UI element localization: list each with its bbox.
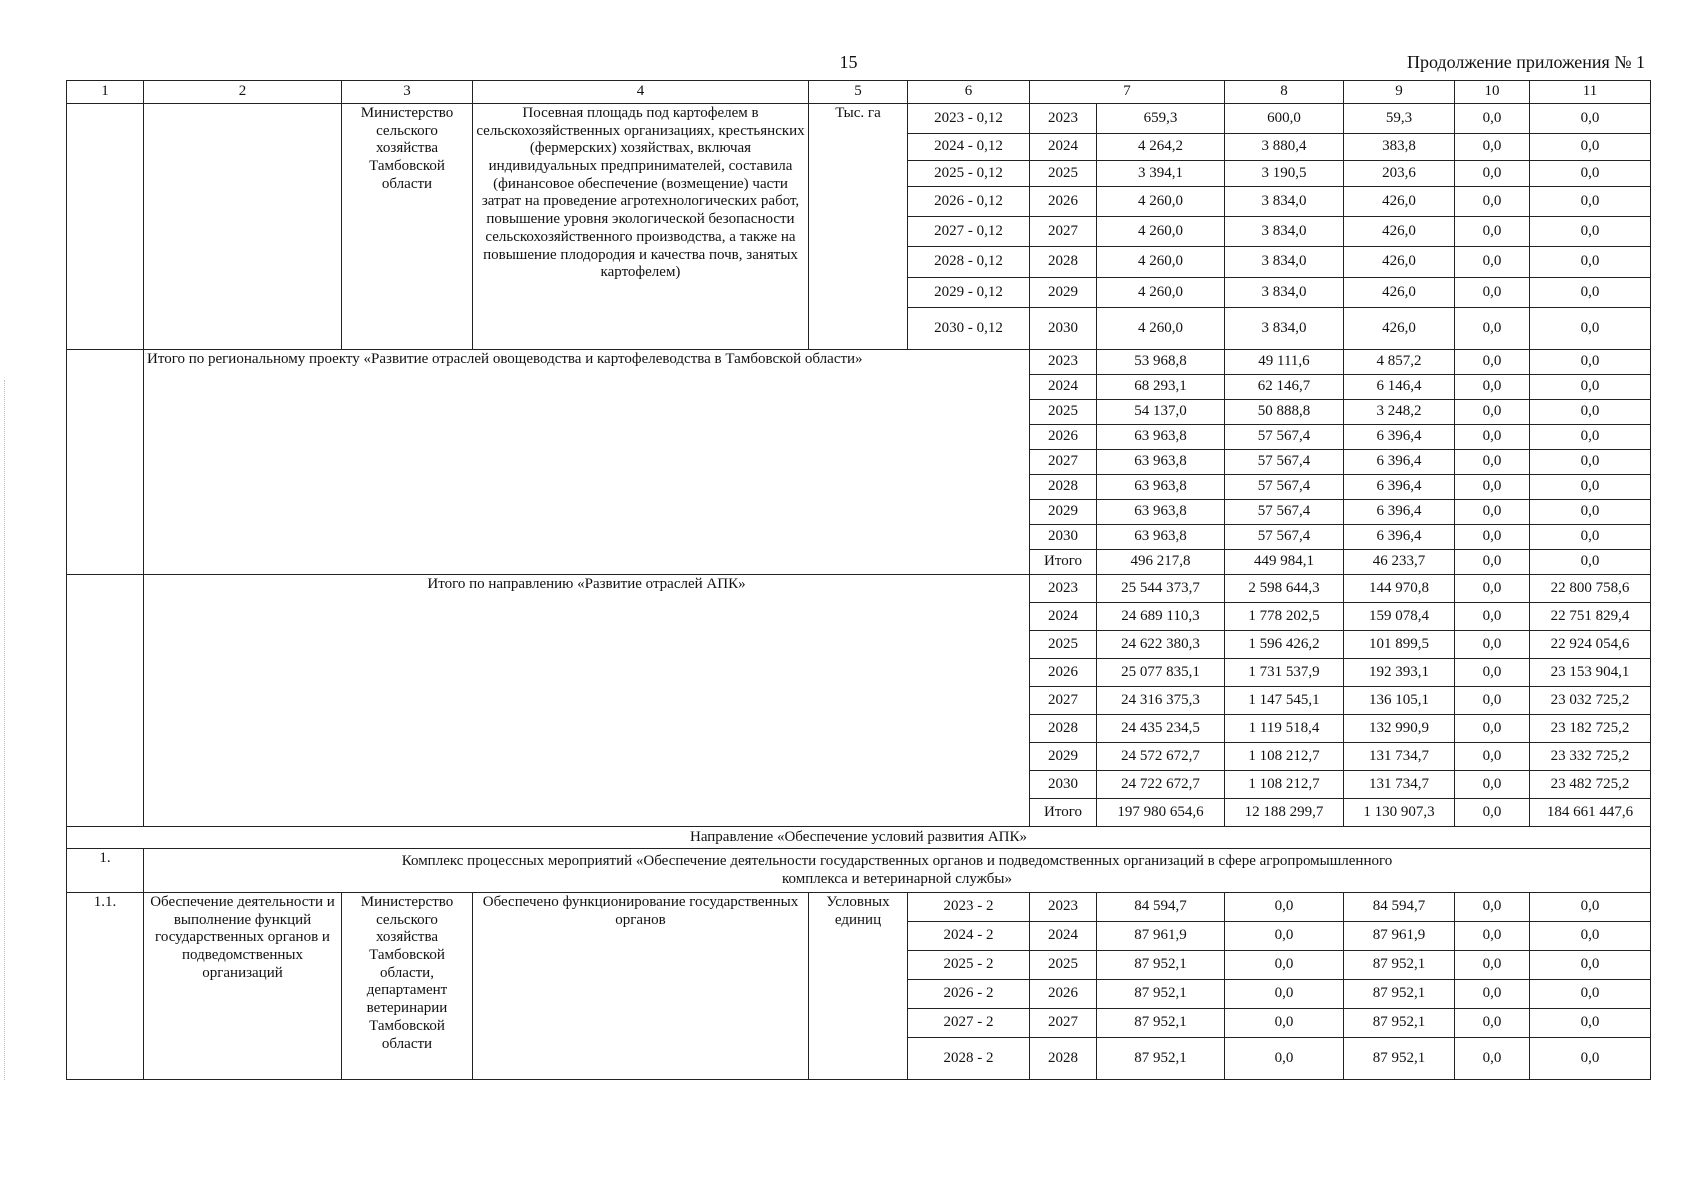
col9-cell: 59,3 <box>1344 104 1455 134</box>
col9-cell: 136 105,1 <box>1344 687 1455 715</box>
complex-heading: Комплекс процессных мероприятий «Обеспечение деятельности государственных органов и подведомственных организаций в сфере агропромышленного комплекса и ветеринарной службы» <box>144 849 1651 893</box>
total-cell: 63 963,8 <box>1097 525 1225 550</box>
total-cell: 63 963,8 <box>1097 425 1225 450</box>
col8-cell: 1 731 537,9 <box>1225 659 1344 687</box>
total-cell: 87 952,1 <box>1097 951 1225 980</box>
column-number: 10 <box>1455 81 1530 104</box>
col9-cell: 87 952,1 <box>1344 980 1455 1009</box>
col10-cell: 0,0 <box>1455 893 1530 922</box>
table-row <box>67 827 1651 849</box>
col11-cell: 0,0 <box>1530 951 1651 980</box>
col8-cell: 1 596 426,2 <box>1225 631 1344 659</box>
col8-cell: 57 567,4 <box>1225 450 1344 475</box>
column-number: 8 <box>1225 81 1344 104</box>
col10-cell: 0,0 <box>1455 350 1530 375</box>
table-row <box>67 849 1651 893</box>
column-number: 5 <box>809 81 908 104</box>
total-cell: 24 689 110,3 <box>1097 603 1225 631</box>
col11-cell: 0,0 <box>1530 104 1651 134</box>
col11-cell: 0,0 <box>1530 217 1651 247</box>
col10-cell: 0,0 <box>1455 799 1530 827</box>
year-cell: 2027 <box>1030 450 1097 475</box>
year-cell: 2024 <box>1030 375 1097 400</box>
year-cell: 2030 <box>1030 525 1097 550</box>
target-cell: 2023 - 2 <box>908 893 1030 922</box>
column-number: 2 <box>144 81 342 104</box>
col9-cell: 87 952,1 <box>1344 1009 1455 1038</box>
complex-number: 1. <box>67 849 144 893</box>
table-row <box>67 575 1651 603</box>
col10-cell: 0,0 <box>1455 951 1530 980</box>
col9-cell: 87 952,1 <box>1344 951 1455 980</box>
col11-cell: 0,0 <box>1530 400 1651 425</box>
col10-cell: 0,0 <box>1455 603 1530 631</box>
col8-cell: 0,0 <box>1225 893 1344 922</box>
total-cell: 24 622 380,3 <box>1097 631 1225 659</box>
col9-cell: 1 130 907,3 <box>1344 799 1455 827</box>
col11-cell: 0,0 <box>1530 278 1651 308</box>
year-cell: 2029 <box>1030 743 1097 771</box>
year-cell: 2029 <box>1030 500 1097 525</box>
col11-cell: 0,0 <box>1530 550 1651 575</box>
col8-cell: 3 880,4 <box>1225 134 1344 161</box>
page-number: 15 <box>839 52 858 72</box>
unit-cell: Тыс. га <box>809 104 908 350</box>
col11-cell: 0,0 <box>1530 134 1651 161</box>
direction-heading: Направление «Обеспечение условий развития АПК» <box>67 827 1651 849</box>
col8-cell: 3 190,5 <box>1225 161 1344 187</box>
col8-cell: 57 567,4 <box>1225 425 1344 450</box>
year-cell: 2028 <box>1030 247 1097 278</box>
col10-cell: 0,0 <box>1455 247 1530 278</box>
col11-cell: 0,0 <box>1530 187 1651 217</box>
col8-cell: 600,0 <box>1225 104 1344 134</box>
col8-cell: 49 111,6 <box>1225 350 1344 375</box>
col8-cell: 57 567,4 <box>1225 475 1344 500</box>
total-cell: 496 217,8 <box>1097 550 1225 575</box>
col11-cell: 22 751 829,4 <box>1530 603 1651 631</box>
col9-cell: 426,0 <box>1344 247 1455 278</box>
col9-cell: 203,6 <box>1344 161 1455 187</box>
scan-edge-dots <box>4 380 6 1080</box>
year-cell: Итого <box>1030 550 1097 575</box>
col9-cell: 383,8 <box>1344 134 1455 161</box>
year-cell: 2023 <box>1030 575 1097 603</box>
col8-cell: 2 598 644,3 <box>1225 575 1344 603</box>
col11-cell: 0,0 <box>1530 500 1651 525</box>
year-cell: 2030 <box>1030 771 1097 799</box>
col8-cell: 3 834,0 <box>1225 187 1344 217</box>
year-cell: 2024 <box>1030 134 1097 161</box>
target-cell: 2025 - 2 <box>908 951 1030 980</box>
col10-cell: 0,0 <box>1455 375 1530 400</box>
total-cell: 25 544 373,7 <box>1097 575 1225 603</box>
col11-cell: 0,0 <box>1530 375 1651 400</box>
target-cell: 2028 - 0,12 <box>908 247 1030 278</box>
col9-cell: 132 990,9 <box>1344 715 1455 743</box>
col11-cell: 0,0 <box>1530 450 1651 475</box>
col10-cell: 0,0 <box>1455 104 1530 134</box>
subtotal-label: Итого по региональному проекту «Развитие отраслей овощеводства и картофелеводства в Тамбовской области» <box>144 350 1030 575</box>
col11-cell: 0,0 <box>1530 525 1651 550</box>
year-cell: 2026 <box>1030 659 1097 687</box>
col10-cell: 0,0 <box>1455 525 1530 550</box>
col10-cell: 0,0 <box>1455 400 1530 425</box>
target-cell: 2024 - 2 <box>908 922 1030 951</box>
total-cell: 68 293,1 <box>1097 375 1225 400</box>
col11-cell: 0,0 <box>1530 1038 1651 1080</box>
total-cell: 87 952,1 <box>1097 1009 1225 1038</box>
table-row <box>67 893 1651 922</box>
year-cell: 2023 <box>1030 893 1097 922</box>
col8-cell: 1 108 212,7 <box>1225 743 1344 771</box>
col9-cell: 6 396,4 <box>1344 525 1455 550</box>
col10-cell: 0,0 <box>1455 659 1530 687</box>
col9-cell: 87 952,1 <box>1344 1038 1455 1080</box>
col9-cell: 426,0 <box>1344 278 1455 308</box>
col9-cell: 87 961,9 <box>1344 922 1455 951</box>
empty-cell <box>67 575 144 827</box>
year-cell: 2025 <box>1030 400 1097 425</box>
col11-cell: 0,0 <box>1530 980 1651 1009</box>
target-cell: 2030 - 0,12 <box>908 308 1030 350</box>
year-cell: 2025 <box>1030 631 1097 659</box>
year-cell: 2028 <box>1030 475 1097 500</box>
col9-cell: 6 396,4 <box>1344 475 1455 500</box>
col10-cell: 0,0 <box>1455 922 1530 951</box>
col9-cell: 84 594,7 <box>1344 893 1455 922</box>
col8-cell: 62 146,7 <box>1225 375 1344 400</box>
col9-cell: 6 146,4 <box>1344 375 1455 400</box>
total-cell: 63 963,8 <box>1097 500 1225 525</box>
col8-cell: 57 567,4 <box>1225 500 1344 525</box>
year-cell: 2023 <box>1030 350 1097 375</box>
col11-cell: 0,0 <box>1530 350 1651 375</box>
col8-cell: 1 147 545,1 <box>1225 687 1344 715</box>
year-cell: 2030 <box>1030 308 1097 350</box>
col9-cell: 131 734,7 <box>1344 771 1455 799</box>
col11-cell: 0,0 <box>1530 475 1651 500</box>
col9-cell: 6 396,4 <box>1344 425 1455 450</box>
col10-cell: 0,0 <box>1455 687 1530 715</box>
col8-cell: 50 888,8 <box>1225 400 1344 425</box>
col11-cell: 184 661 447,6 <box>1530 799 1651 827</box>
col9-cell: 46 233,7 <box>1344 550 1455 575</box>
col8-cell: 0,0 <box>1225 951 1344 980</box>
col11-cell: 23 482 725,2 <box>1530 771 1651 799</box>
total-cell: 4 260,0 <box>1097 217 1225 247</box>
col11-cell: 23 332 725,2 <box>1530 743 1651 771</box>
col11-cell: 0,0 <box>1530 1009 1651 1038</box>
total-cell: 4 260,0 <box>1097 187 1225 217</box>
col10-cell: 0,0 <box>1455 980 1530 1009</box>
col9-cell: 101 899,5 <box>1344 631 1455 659</box>
col10-cell: 0,0 <box>1455 743 1530 771</box>
col8-cell: 449 984,1 <box>1225 550 1344 575</box>
year-cell: 2029 <box>1030 278 1097 308</box>
year-cell: 2028 <box>1030 715 1097 743</box>
col8-cell: 1 119 518,4 <box>1225 715 1344 743</box>
col11-cell: 0,0 <box>1530 922 1651 951</box>
col8-cell: 0,0 <box>1225 922 1344 951</box>
target-cell: 2023 - 0,12 <box>908 104 1030 134</box>
table-row <box>67 350 1651 375</box>
column-number: 4 <box>473 81 809 104</box>
indicator-cell: Обеспечено функционирование государственных органов <box>473 893 809 1080</box>
total-cell: 87 961,9 <box>1097 922 1225 951</box>
item-number: 1.1. <box>67 893 144 1080</box>
indicator-cell: Посевная площадь под картофелем в сельскохозяйственных организациях, крестьянских (фермерских) хозяйствах, включая индивидуальных предпринимателей, составила (финансовое обеспечение (возмещение) части затрат на проведение агротехнологических работ, повышение уровня экологической безопасности сельскохозяйственного производства, а также на повышение плодородия и качества почв, занятых картофелем) <box>473 104 809 350</box>
col11-cell: 0,0 <box>1530 425 1651 450</box>
total-cell: 63 963,8 <box>1097 450 1225 475</box>
year-cell: 2025 <box>1030 951 1097 980</box>
col10-cell: 0,0 <box>1455 425 1530 450</box>
responsible-cell: Министерство сельского хозяйства Тамбовской области <box>342 104 473 350</box>
col8-cell: 3 834,0 <box>1225 278 1344 308</box>
col9-cell: 4 857,2 <box>1344 350 1455 375</box>
col9-cell: 6 396,4 <box>1344 500 1455 525</box>
col10-cell: 0,0 <box>1455 575 1530 603</box>
col8-cell: 0,0 <box>1225 1009 1344 1038</box>
unit-cell: Условных единиц <box>809 893 908 1080</box>
empty-cell <box>67 104 144 350</box>
column-number: 11 <box>1530 81 1651 104</box>
activity-name: Обеспечение деятельности и выполнение функций государственных органов и подведомственных организаций <box>144 893 342 1080</box>
table-body <box>67 81 1651 1080</box>
year-cell: 2027 <box>1030 687 1097 715</box>
total-cell: 87 952,1 <box>1097 980 1225 1009</box>
total-cell: 25 077 835,1 <box>1097 659 1225 687</box>
target-cell: 2029 - 0,12 <box>908 278 1030 308</box>
col10-cell: 0,0 <box>1455 550 1530 575</box>
budget-table <box>66 80 1651 1080</box>
target-cell: 2028 - 2 <box>908 1038 1030 1080</box>
col11-cell: 23 182 725,2 <box>1530 715 1651 743</box>
total-cell: 659,3 <box>1097 104 1225 134</box>
year-cell: 2024 <box>1030 922 1097 951</box>
col8-cell: 3 834,0 <box>1225 308 1344 350</box>
col11-cell: 22 800 758,6 <box>1530 575 1651 603</box>
col9-cell: 426,0 <box>1344 187 1455 217</box>
total-cell: 24 722 672,7 <box>1097 771 1225 799</box>
col8-cell: 1 778 202,5 <box>1225 603 1344 631</box>
year-cell: 2028 <box>1030 1038 1097 1080</box>
col11-cell: 0,0 <box>1530 161 1651 187</box>
target-cell: 2026 - 0,12 <box>908 187 1030 217</box>
col8-cell: 12 188 299,7 <box>1225 799 1344 827</box>
column-number: 1 <box>67 81 144 104</box>
total-cell: 3 394,1 <box>1097 161 1225 187</box>
total-cell: 87 952,1 <box>1097 1038 1225 1080</box>
header-row <box>67 81 1651 104</box>
total-cell: 4 260,0 <box>1097 308 1225 350</box>
total-cell: 197 980 654,6 <box>1097 799 1225 827</box>
total-cell: 4 260,0 <box>1097 278 1225 308</box>
column-number: 6 <box>908 81 1030 104</box>
col10-cell: 0,0 <box>1455 187 1530 217</box>
total-cell: 53 968,8 <box>1097 350 1225 375</box>
target-cell: 2024 - 0,12 <box>908 134 1030 161</box>
col10-cell: 0,0 <box>1455 161 1530 187</box>
col8-cell: 0,0 <box>1225 1038 1344 1080</box>
col10-cell: 0,0 <box>1455 217 1530 247</box>
col10-cell: 0,0 <box>1455 500 1530 525</box>
empty-cell <box>144 104 342 350</box>
col10-cell: 0,0 <box>1455 450 1530 475</box>
col10-cell: 0,0 <box>1455 1009 1530 1038</box>
col10-cell: 0,0 <box>1455 771 1530 799</box>
year-cell: 2026 <box>1030 425 1097 450</box>
year-cell: 2027 <box>1030 217 1097 247</box>
continuation-label: Продолжение приложения № 1 <box>1406 52 1645 72</box>
col10-cell: 0,0 <box>1455 715 1530 743</box>
col8-cell: 0,0 <box>1225 980 1344 1009</box>
col10-cell: 0,0 <box>1455 278 1530 308</box>
total-label: Итого по направлению «Развитие отраслей АПК» <box>144 575 1030 827</box>
col10-cell: 0,0 <box>1455 631 1530 659</box>
col8-cell: 3 834,0 <box>1225 247 1344 278</box>
year-cell: Итого <box>1030 799 1097 827</box>
year-cell: 2027 <box>1030 1009 1097 1038</box>
table-row <box>67 104 1651 134</box>
total-cell: 24 435 234,5 <box>1097 715 1225 743</box>
target-cell: 2027 - 2 <box>908 1009 1030 1038</box>
col11-cell: 23 032 725,2 <box>1530 687 1651 715</box>
col11-cell: 0,0 <box>1530 893 1651 922</box>
column-number: 9 <box>1344 81 1455 104</box>
col10-cell: 0,0 <box>1455 134 1530 161</box>
year-cell: 2025 <box>1030 161 1097 187</box>
col11-cell: 22 924 054,6 <box>1530 631 1651 659</box>
year-cell: 2026 <box>1030 187 1097 217</box>
year-cell: 2023 <box>1030 104 1097 134</box>
column-number: 3 <box>342 81 473 104</box>
total-cell: 63 963,8 <box>1097 475 1225 500</box>
col9-cell: 426,0 <box>1344 217 1455 247</box>
col10-cell: 0,0 <box>1455 308 1530 350</box>
col9-cell: 144 970,8 <box>1344 575 1455 603</box>
col9-cell: 159 078,4 <box>1344 603 1455 631</box>
year-cell: 2026 <box>1030 980 1097 1009</box>
col10-cell: 0,0 <box>1455 1038 1530 1080</box>
total-cell: 24 572 672,7 <box>1097 743 1225 771</box>
col9-cell: 3 248,2 <box>1344 400 1455 425</box>
col8-cell: 57 567,4 <box>1225 525 1344 550</box>
col11-cell: 23 153 904,1 <box>1530 659 1651 687</box>
target-cell: 2027 - 0,12 <box>908 217 1030 247</box>
total-cell: 84 594,7 <box>1097 893 1225 922</box>
target-cell: 2025 - 0,12 <box>908 161 1030 187</box>
responsible-cell: Министерство сельского хозяйства Тамбовской области, департамент ветеринарии Тамбовской области <box>342 893 473 1080</box>
total-cell: 4 264,2 <box>1097 134 1225 161</box>
total-cell: 24 316 375,3 <box>1097 687 1225 715</box>
col9-cell: 192 393,1 <box>1344 659 1455 687</box>
col9-cell: 6 396,4 <box>1344 450 1455 475</box>
col11-cell: 0,0 <box>1530 247 1651 278</box>
column-number: 7 <box>1030 81 1225 104</box>
year-cell: 2024 <box>1030 603 1097 631</box>
target-cell: 2026 - 2 <box>908 980 1030 1009</box>
col11-cell: 0,0 <box>1530 308 1651 350</box>
col9-cell: 131 734,7 <box>1344 743 1455 771</box>
total-cell: 54 137,0 <box>1097 400 1225 425</box>
total-cell: 4 260,0 <box>1097 247 1225 278</box>
col10-cell: 0,0 <box>1455 475 1530 500</box>
col9-cell: 426,0 <box>1344 308 1455 350</box>
col8-cell: 1 108 212,7 <box>1225 771 1344 799</box>
col8-cell: 3 834,0 <box>1225 217 1344 247</box>
empty-cell <box>67 350 144 575</box>
